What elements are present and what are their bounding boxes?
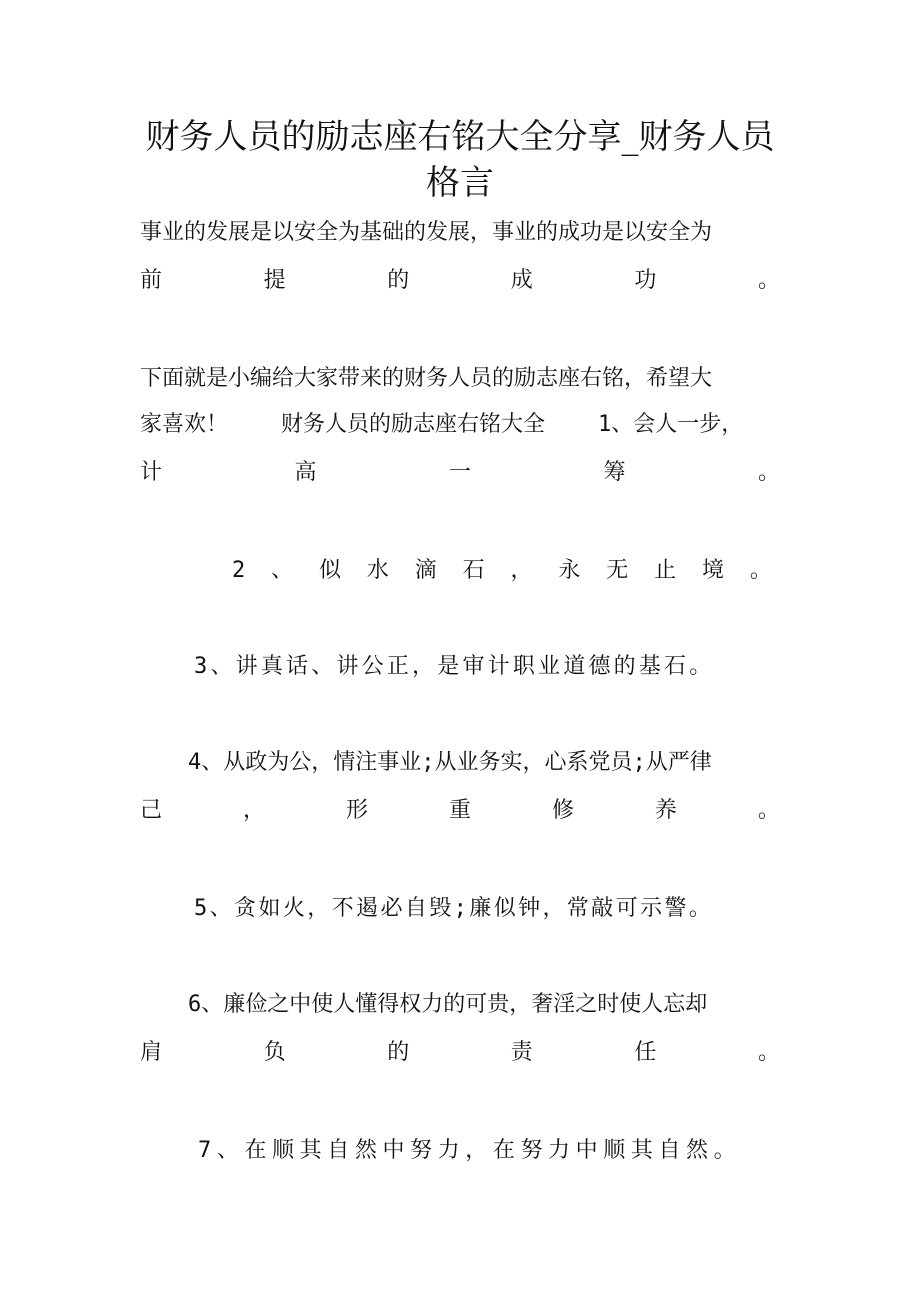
item-6-line-2-char: 。 (757, 1040, 780, 1065)
para2-line-3-char: 。 (757, 460, 780, 485)
intro-line-2-char: 功 (634, 268, 657, 293)
para2-line-3-char: 高 (294, 460, 317, 485)
intro-line-1: 事业的发展是以安全为基础的发展，事业的成功是以安全为 (140, 220, 713, 245)
para2-line-3-char: 计 (140, 460, 163, 485)
item-2-char: 水 (366, 558, 389, 583)
item-2-char: 滴 (414, 558, 437, 583)
item-2-char: 无 (606, 558, 629, 583)
intro-line-2-char: 前 (140, 268, 163, 293)
item-4-line-2-char: 重 (448, 798, 471, 823)
intro-line-2-char: 。 (757, 268, 780, 293)
item-4-line-2-char: 己 (140, 798, 163, 823)
item-6-line-2-char: 责 (510, 1040, 533, 1065)
para2-line-2: 家喜欢！ 财务人员的励志座右铭大全 1、会人一步， (140, 412, 744, 437)
item-4-line-2-char: 。 (757, 798, 780, 823)
item-4-line-2-char: ， (242, 798, 265, 823)
item-2-char: 石 (462, 558, 485, 583)
item-5: 5、贪如火，不遏必自毁;廉似钟，常敲可示警。 (194, 896, 714, 921)
item-4-line-2-char: 养 (654, 798, 677, 823)
para2-line-3-char: 一 (448, 460, 471, 485)
item-2 (232, 554, 772, 588)
item-2-char: ， (510, 558, 533, 583)
item-6-line-2-char: 肩 (140, 1040, 163, 1065)
para2-line-3 (140, 456, 780, 490)
item-3: 3、讲真话、讲公正，是审计职业道德的基石。 (194, 654, 715, 679)
item-6-line-2-char: 负 (263, 1040, 286, 1065)
intro-line-2 (140, 264, 780, 298)
intro-line-2-char: 的 (387, 268, 410, 293)
item-4-line-2 (140, 794, 780, 828)
intro-line-2-char: 成 (510, 268, 533, 293)
item-6-line-2 (140, 1036, 780, 1070)
item-2-char: 止 (654, 558, 677, 583)
para2-line-3-char: 筹 (603, 460, 626, 485)
item-2-char: 2 (232, 558, 246, 583)
item-2-char: 。 (749, 558, 772, 583)
item-2-char: 似 (318, 558, 341, 583)
item-6-line-2-char: 的 (387, 1040, 410, 1065)
item-6-line-2-char: 任 (634, 1040, 657, 1065)
item-4-line-2-char: 修 (551, 798, 574, 823)
item-4-line-2-char: 形 (345, 798, 368, 823)
item-7: 7、在顺其自然中努力，在努力中顺其自然。 (198, 1138, 742, 1163)
intro-line-2-char: 提 (263, 268, 286, 293)
document-title-line-2: 格言 (426, 163, 494, 203)
item-2-char: 永 (558, 558, 581, 583)
item-6-line-1: 6、廉俭之中使人懂得权力的可贵，奢淫之时使人忘却 (188, 992, 708, 1017)
item-2-char: 境 (701, 558, 724, 583)
item-2-char: 、 (271, 558, 294, 583)
document-title-line-1: 财务人员的励志座右铭大全分享_财务人员 (145, 117, 775, 157)
item-4-line-1: 4、从政为公，情注事业;从业务实，心系党员;从严律 (188, 750, 712, 775)
para2-line-1: 下面就是小编给大家带来的财务人员的励志座右铭，希望大 (140, 366, 713, 391)
